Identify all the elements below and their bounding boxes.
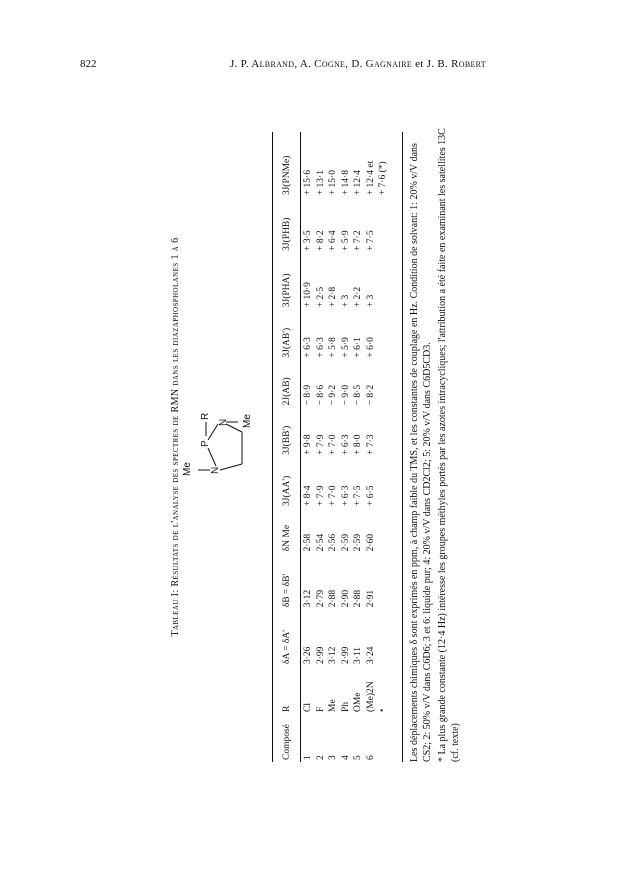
table-cell: + 12·4 et [365, 160, 376, 196]
col-header-3j-pha: 3J(PHA) [282, 273, 292, 308]
table-row [315, 132, 328, 762]
table-cell: + 9·8 [303, 434, 314, 455]
table-cell: 2·88 [328, 589, 339, 608]
table-cell: 3·12 [328, 646, 339, 664]
diazaphospholane-structure [180, 390, 262, 500]
table-cell: + 7·5 [353, 485, 364, 506]
col-header-delta-nme: δN Me [282, 524, 292, 552]
table-cell: 2 [315, 755, 326, 760]
col-header-r: R [282, 705, 292, 712]
table-cell: 2·54 [315, 533, 326, 552]
running-head [230, 58, 486, 70]
table-cell: 2·59 [340, 533, 351, 552]
table-cell: 1 [303, 755, 314, 760]
table-cell: + 8·2 [315, 230, 326, 251]
table-row [365, 132, 378, 762]
table-cell [377, 508, 390, 553]
table-cell: + 14·8 [340, 170, 351, 196]
col-header-3j-phb: 3J(PHB) [282, 217, 292, 251]
table-cell: 2·91 [365, 589, 376, 608]
table-footnote-attribution: * La plus grande constante (12·4 Hz) intéresse les groupes méthyles portés par les azotes intracycliques; l'attribution a été faite en examinant les satellites 13C (cf. texte) [437, 128, 461, 762]
table-cell: • [378, 708, 389, 712]
table-cell: 6 [365, 755, 376, 760]
table-cell: + 5·9 [340, 230, 351, 251]
table-cell: + 8·4 [303, 485, 314, 506]
table-row [377, 132, 390, 762]
struct-p: P [200, 440, 211, 447]
table-cell: + 7·9 [315, 485, 326, 506]
author-part: J. P. A [230, 58, 260, 70]
table-cell: + 6·3 [303, 337, 314, 358]
table-cell [377, 253, 390, 309]
table-cell: + 7·5 [365, 230, 376, 251]
page-number: 822 [80, 58, 97, 70]
col-header-3j-aa: 3J(AA') [282, 475, 292, 506]
table-cell: − 8·5 [353, 384, 364, 406]
author-part: lbrand [259, 58, 295, 70]
table-cell: + 7·0 [328, 434, 339, 455]
table-cell: + 7·3 [365, 434, 376, 455]
table-title: Tableau I: Résultats de l'analyse des spectres de RMN dans les diazaphospholanes 1 à 6 [170, 237, 181, 637]
col-header-2j-ab: 2J(AB) [282, 377, 292, 406]
table-cell: 5 [353, 755, 364, 760]
col-header-3j-bb: 3J(BB') [282, 425, 292, 455]
table-cell: + 6·3 [315, 337, 326, 358]
table-cell: + 7·9 [315, 434, 326, 455]
table-cell: (Me)2N [365, 681, 376, 712]
table-cell: 4 [340, 755, 351, 760]
table-cell: 2·56 [328, 533, 339, 552]
struct-n-bottom: N [218, 418, 229, 426]
table-cell: + 5·9 [340, 337, 351, 358]
table-row [327, 132, 340, 762]
author-part: agnaire [373, 58, 413, 70]
table-cell: Me [328, 699, 339, 712]
table-cell: + 8·0 [353, 434, 364, 455]
table-cell: 2·79 [315, 589, 326, 608]
table-cell: + 7·0 [328, 485, 339, 506]
table-cell: + 3 [340, 294, 351, 308]
table-cell [377, 457, 390, 508]
nmr-results-table [276, 132, 390, 762]
table-cell [377, 714, 390, 762]
table-row [298, 132, 315, 762]
col-header-compose: Composé [282, 724, 292, 760]
struct-n-top: N [210, 466, 221, 474]
struct-me-bottom: Me [242, 414, 253, 428]
table-cell: + 6·0 [365, 337, 376, 358]
author-part: et J. B. R [412, 58, 459, 70]
table-footnote-conditions: Les déplacements chimiques δ sont exprimés en ppm, à champ faible du TMS, et les constantes de couplage en Hz. Condition de solvant: 1: 20% v/V dans CS2; 2: 50% v/V dans C6D6; 3 et 6: liquide pur; 4: 20% v/V dans CD2Cl2; 5: 20% v/V dans C6D5CD3. [409, 143, 433, 762]
table-cell [377, 360, 390, 408]
table-cell: 2·90 [340, 589, 351, 608]
table-row [352, 132, 365, 762]
table-cell: + 6·1 [353, 337, 364, 358]
table-cell: + 6·4 [328, 230, 339, 251]
table-cell: − 8·2 [365, 384, 376, 406]
author-part: ogne [321, 58, 346, 70]
col-header-3j-ab: 3J(AB') [282, 327, 292, 358]
table-cell: 3·11 [353, 646, 364, 664]
table-cell: + 7·2 [353, 230, 364, 251]
table-cell: OMe [353, 692, 364, 712]
table-cell: 2·99 [340, 646, 351, 664]
table-cell: + 2·2 [353, 286, 364, 308]
table-cell: + 15·6 [303, 170, 314, 196]
table-cell: 2·88 [353, 589, 364, 608]
table-cell: + 13·1 [315, 170, 326, 196]
table-cell: − 8·6 [315, 384, 326, 406]
table-cell: + 2·5 [315, 286, 326, 308]
rotated-table-block [170, 112, 480, 762]
table-cell: 3·26 [303, 646, 314, 664]
table-cell: + 3·5 [303, 230, 314, 251]
table-cell: + 10·9 [303, 282, 314, 308]
table-cell: + 6·3 [340, 434, 351, 455]
table-bottom-rule [402, 132, 403, 762]
table-cell: − 9·2 [328, 384, 339, 406]
table-cell [377, 197, 390, 253]
table-cell: 2·59 [353, 533, 364, 552]
table-cell: Ph [340, 701, 351, 712]
table-cell [377, 553, 390, 609]
table-cell: + 12·4 [353, 170, 364, 196]
table-cell: 3·24 [365, 646, 376, 664]
table-cell: + 7·6 (*) [378, 161, 389, 196]
table-cell: F [315, 706, 326, 712]
table-row [340, 132, 353, 762]
table-cell: + 15·0 [328, 170, 339, 196]
struct-r: R [200, 412, 211, 420]
table-cell: 3 [328, 755, 339, 760]
table-cell: 2·99 [315, 646, 326, 664]
table-cell: + 5·8 [328, 337, 339, 358]
table-cell: 2·58 [303, 533, 314, 552]
table-cell [377, 609, 390, 666]
col-header-delta-a: δA = δA' [282, 630, 292, 664]
table-cell: 3·12 [303, 589, 314, 608]
table-cell: − 8·9 [303, 384, 314, 406]
table-cell [377, 309, 390, 359]
ring-drawing-icon [180, 390, 262, 500]
table-cell: Cl [303, 703, 314, 712]
table-cell: + 2·8 [328, 286, 339, 308]
table-cell: + 6·3 [340, 485, 351, 506]
author-part: , D. G [345, 58, 374, 70]
struct-me-top: Me [182, 462, 193, 476]
col-header-delta-b: δB = δB' [282, 573, 292, 608]
table-cell: + 3 [365, 294, 376, 308]
table-header-row [276, 132, 298, 762]
table-cell: 2·60 [365, 533, 376, 552]
table-cell [377, 407, 390, 457]
table-cell: + 6·5 [365, 485, 376, 506]
col-header-3j-pnme: 3J(PNMe) [282, 155, 292, 196]
author-part: , A. C [294, 58, 322, 70]
author-part: obert [458, 58, 486, 70]
table-cell: − 9·0 [340, 384, 351, 406]
table-top-rule [272, 132, 273, 762]
